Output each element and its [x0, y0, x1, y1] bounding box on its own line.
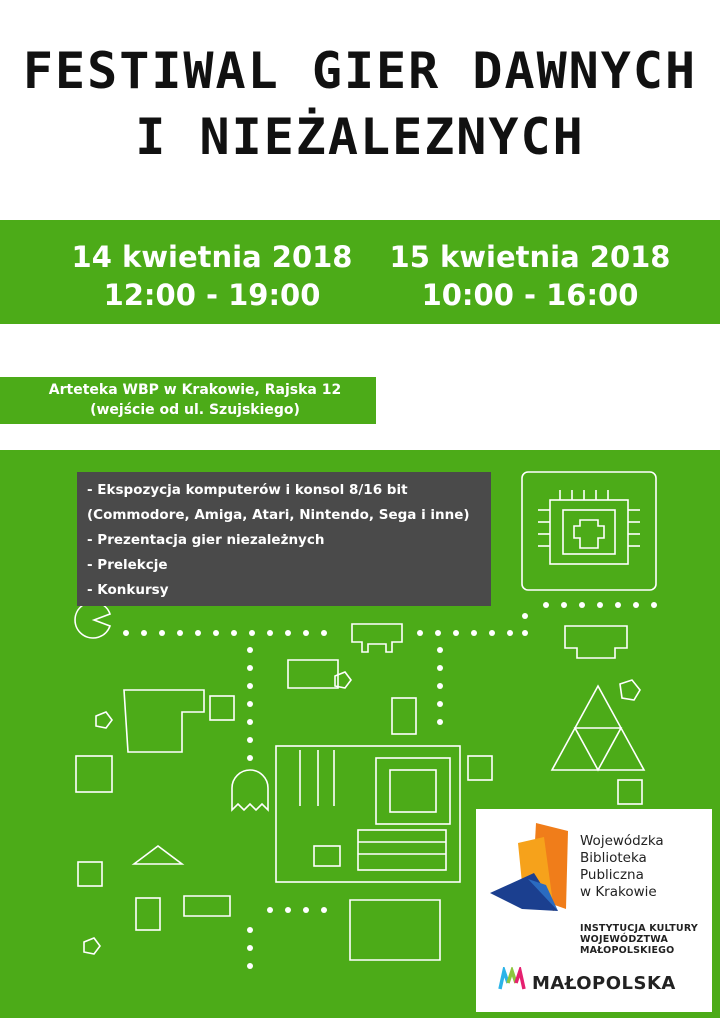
venue-line-1: Arteteka WBP w Krakowie, Rajska 12 [48, 382, 342, 398]
program-item: - Konkursy [87, 582, 169, 598]
library-line-3: Publiczna [580, 867, 644, 883]
date-block-1 [42, 238, 382, 314]
time-1: 12:00 - 19:00 [103, 278, 321, 312]
venue-box [0, 377, 376, 424]
program-list-panel [77, 472, 491, 606]
region-name: MAŁOPOLSKA [532, 973, 676, 994]
library-line-1: Wojewódzka [580, 833, 664, 849]
motherboard-icon [276, 746, 460, 882]
date-block-2 [360, 238, 700, 314]
institution-line-1: INSTYTUCJA KULTURY [580, 923, 698, 934]
sponsor-logo-panel [476, 809, 712, 1012]
dates-band [0, 220, 720, 324]
institution-line-3: MAŁOPOLSKIEGO [580, 945, 675, 956]
title-line-1: FESTIWAL GIER DAWNYCH [22, 42, 698, 100]
book-logo-icon [488, 819, 574, 915]
date-1: 14 kwietnia 2018 [71, 240, 353, 274]
program-item: - Prelekcje [87, 557, 168, 573]
library-name [580, 833, 664, 901]
time-2: 10:00 - 16:00 [421, 278, 639, 312]
institution-text [580, 923, 698, 956]
pacman-icon [75, 602, 110, 638]
program-item: - Prezentacja gier niezależnych [87, 532, 325, 548]
ghost-icon [232, 770, 268, 810]
library-line-4: w Krakowie [580, 884, 657, 900]
program-item: (Commodore, Amiga, Atari, Nintendo, Sega i inne) [87, 507, 470, 523]
title-area [0, 0, 720, 220]
space-invader-icon [352, 624, 402, 652]
malopolska-m-icon [498, 967, 526, 991]
program-item: - Ekspozycja komputerów i konsol 8/16 bit [87, 482, 408, 498]
main-illustration-area [0, 450, 720, 1018]
library-line-2: Biblioteka [580, 850, 647, 866]
title-line-2: I NIEŻALEZNYCH [135, 108, 585, 166]
venue-line-2: (wejście od ul. Szujskiego) [90, 402, 300, 418]
cpu-chip-icon [522, 472, 656, 590]
date-2: 15 kwietnia 2018 [389, 240, 671, 274]
institution-line-2: WOJEWÓDZTWA [580, 934, 668, 945]
